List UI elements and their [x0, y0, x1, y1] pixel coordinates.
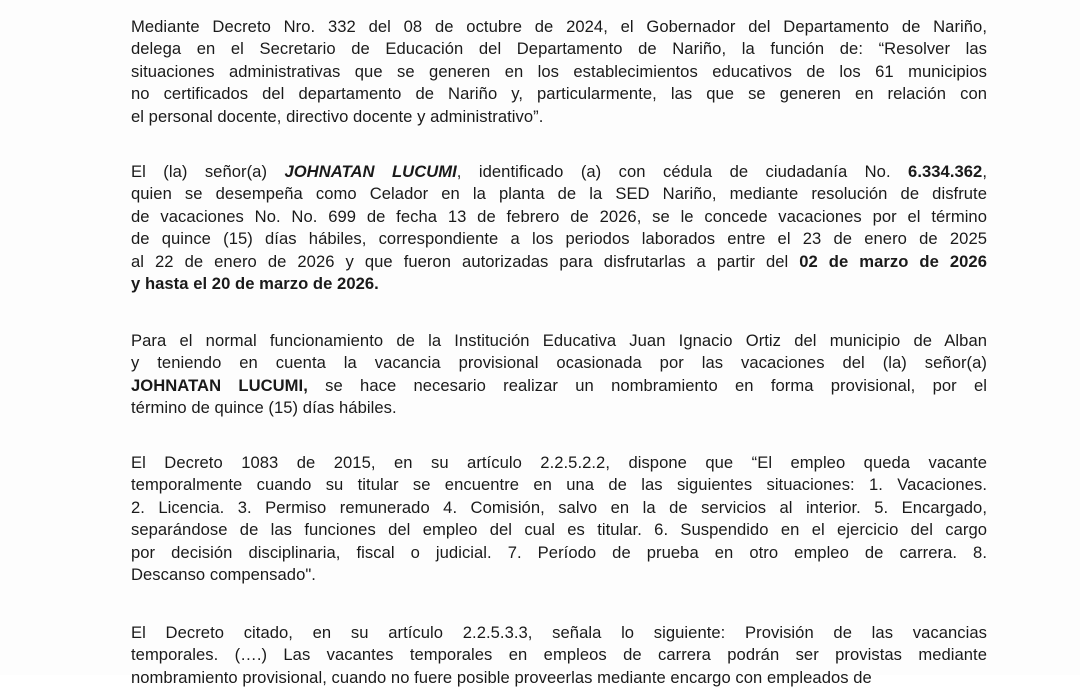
paragraph-decree-1083-article [131, 452, 987, 586]
text-run: nombramiento provisional, cuando no fuere posible proveerlas mediante encargo con empleados de [131, 667, 872, 687]
text-run: , [982, 162, 987, 181]
text-run: quien se desempeña como Celador en la planta de la SED Nariño, mediante resolución de disfrute [131, 184, 987, 204]
text-line [131, 183, 987, 205]
paragraph-vacation-resolution [131, 161, 987, 295]
text-run: Para el normal funcionamiento de la Institución Educativa Juan Ignacio Ortiz del municipio de Alban [131, 331, 987, 350]
emphasized-text: JOHNATAN LUCUMI, [131, 375, 308, 395]
text-line [131, 542, 987, 564]
text-run: de quince (15) días hábiles, correspondiente a los periodos laborados entre el 23 de enero de 2025 [131, 229, 987, 249]
text-line [131, 452, 987, 474]
emphasized-text: 6.334.362 [908, 162, 983, 181]
text-run: El (la) señor(a) [131, 162, 285, 181]
text-line [131, 622, 987, 644]
text-run: delega en el Secretario de Educación del Departamento de Nariño, la función de: “Resolver las [131, 39, 987, 59]
paragraph-temporary-vacancies [131, 622, 987, 689]
text-line [131, 83, 987, 105]
paragraph-decree-delegation [131, 16, 987, 128]
text-run: El Decreto citado, en su artículo 2.2.5.3.3, señala lo siguiente: Provisión de las vacancias [131, 623, 987, 642]
emphasized-text: y hasta el 20 de marzo de 2026. [131, 274, 379, 294]
text-line [131, 352, 987, 374]
text-line [131, 38, 987, 60]
text-line [131, 474, 987, 496]
text-run: al 22 de enero de 2026 y que fueron autorizadas para disfrutarlas a partir del [131, 251, 800, 271]
text-line [131, 330, 987, 352]
text-line [131, 206, 987, 228]
text-line [131, 519, 987, 541]
text-run: temporales. (….) Las vacantes temporales en empleos de carrera podrán ser provistas mediante [131, 645, 987, 665]
text-run: el personal docente, directivo docente y administrativo”. [131, 106, 544, 126]
paragraph-provisional-appointment [131, 330, 987, 420]
text-line [131, 161, 987, 183]
text-line [131, 644, 987, 666]
emphasized-text: 02 de marzo de 2026 [799, 251, 987, 271]
text-line [131, 564, 987, 586]
text-run: de vacaciones No. No. 699 de fecha 13 de febrero de 2026, se le concede vacaciones por el término [131, 206, 987, 226]
text-line [131, 228, 987, 250]
text-run: Descanso compensado". [131, 565, 316, 585]
text-run: El Decreto 1083 de 2015, en su artículo 2.2.5.2.2, dispone que “El empleo queda vacante [131, 453, 987, 472]
text-line [131, 16, 987, 38]
text-run: y teniendo en cuenta la vacancia provisional ocasionada por las vacaciones del (la) señor(a) [131, 353, 987, 373]
text-run: situaciones administrativas que se generen en los establecimientos educativos de los 61 municipios [131, 61, 987, 81]
text-line [131, 106, 987, 128]
text-run: Mediante Decreto Nro. 332 del 08 de octubre de 2024, el Gobernador del Departamento de Nariño, [131, 17, 987, 36]
text-line [131, 375, 987, 397]
text-line [131, 497, 987, 519]
text-line [131, 273, 987, 295]
text-run: temporalmente cuando su titular se encuentre en una de las siguientes situaciones: 1. Vacaciones. [131, 475, 987, 495]
text-run: 2. Licencia. 3. Permiso remunerado 4. Comisión, salvo en la de servicios al interior. 5. Encargado, [131, 497, 987, 517]
text-run: por decisión disciplinaria, fiscal o judicial. 7. Período de prueba en otro empleo de carrera. 8. [131, 542, 987, 562]
text-run: término de quince (15) días hábiles. [131, 398, 397, 418]
text-line [131, 251, 987, 273]
emphasized-text: JOHNATAN LUCUMI [284, 162, 457, 181]
text-run: separándose de las funciones del empleo del cual es titular. 6. Suspendido en el ejercicio del cargo [131, 520, 987, 540]
text-line [131, 667, 987, 689]
text-run: , identificado (a) con cédula de ciudadanía No. [456, 162, 909, 181]
text-run: se hace necesario realizar un nombramiento en forma provisional, por el [307, 375, 987, 395]
text-line [131, 397, 987, 419]
text-line [131, 61, 987, 83]
text-run: no certificados del departamento de Nariño y, particularmente, las que se generen en relación con [131, 84, 987, 104]
